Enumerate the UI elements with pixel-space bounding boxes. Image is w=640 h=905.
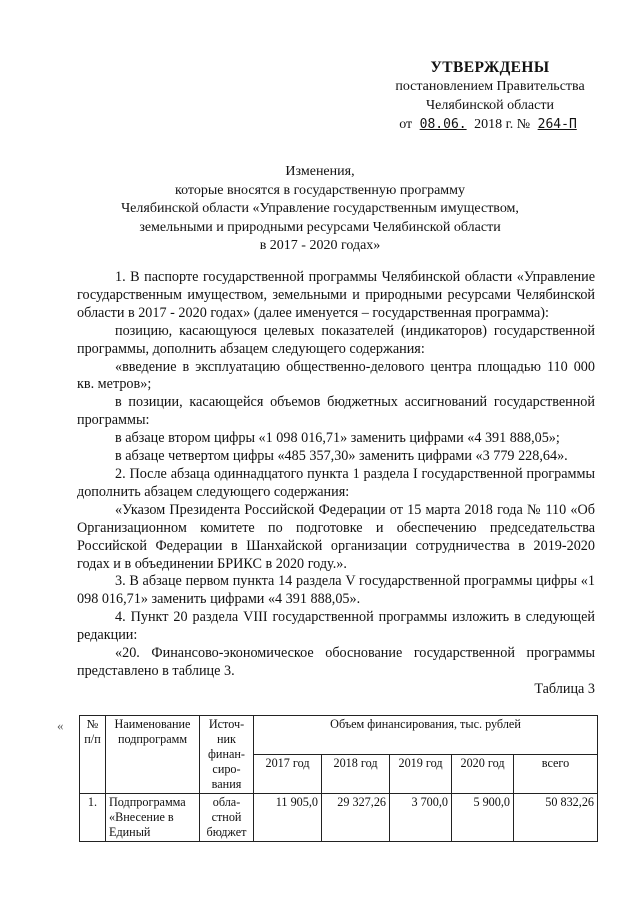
financing-table [79, 715, 598, 842]
row-value-total: 50 832,26 [514, 794, 598, 842]
paragraph-11: «20. Финансово-экономическое обоснование государственной программы представлено в таблице 3. [77, 645, 595, 679]
title-line-2: которые вносятся в государственную программу [174, 182, 466, 198]
row-name: Подпрограмма «Внесение в Единый [106, 794, 200, 842]
paragraph-3: «введение в эксплуатацию общественно-делового центра площадью 110 000 кв. метров»; [77, 358, 595, 393]
header-year-2020: 2020 год [452, 755, 514, 794]
title-line-1: Изменения, [285, 164, 355, 179]
approval-heading: УТВЕРЖДЕНЫ [430, 59, 550, 76]
approval-stamp [375, 58, 605, 134]
paragraph-7: 2. После абзаца одиннадцатого пункта 1 раздела I государственной программы дополнить абзацем следующего содержания: [77, 465, 595, 500]
approval-line-1: постановлением Правительства [395, 79, 585, 94]
approval-date: 08.06. [419, 117, 467, 132]
approval-line-2: Челябинской области [426, 98, 554, 113]
header-name: Наименование подпрограмм [106, 716, 200, 794]
title-line-5: в 2017 - 2020 годах» [259, 238, 381, 253]
document-body [77, 269, 595, 699]
header-volume: Объем финансирования, тыс. рублей [254, 716, 598, 755]
title-line-4: земельными и природными ресурсами Челябинской области [139, 219, 501, 235]
paragraph-8: «Указом Президента Российской Федерации от 15 марта 2018 года № 110 «Об Организационном комитете по подготовке и обеспечению председательства Российской Федерации в Шанхайской организации сотрудничества в 2019-2020 годах и в объединении БРИКС в 2020 году.». [77, 501, 595, 572]
approval-date-line [375, 115, 605, 134]
row-source: обла- стной бюджет [200, 794, 254, 842]
row-value-2018: 29 327,26 [322, 794, 390, 842]
header-year-2018: 2018 год [322, 755, 390, 794]
table-header-row-1 [80, 716, 598, 755]
row-num: 1. [80, 794, 106, 842]
row-value-2019: 3 700,0 [390, 794, 452, 842]
row-value-2017: 11 905,0 [254, 794, 322, 842]
paragraph-4: в позиции, касающейся объемов бюджетных ассигнований государственной программы: [77, 394, 595, 429]
document-title [95, 163, 545, 256]
table-row [80, 794, 598, 842]
paragraph-5: в абзаце втором цифры «1 098 016,71» заменить цифрами «4 391 888,05»; [115, 430, 560, 447]
title-line-3: Челябинской области «Управление государственным имуществом, [121, 201, 519, 216]
paragraph-6: в абзаце четвертом цифры «485 357,30» заменить цифрами «3 779 228,64». [115, 448, 568, 465]
table-caption: Таблица 3 [534, 680, 595, 697]
header-num: № п/п [80, 716, 106, 794]
approval-year: 2018 г. № [474, 117, 531, 132]
paragraph-9: 3. В абзаце первом пункта 14 раздела V государственной программы цифры «1 098 016,71» заменить цифрами «4 391 888,05». [77, 573, 595, 608]
row-value-2020: 5 900,0 [452, 794, 514, 842]
header-year-2017: 2017 год [254, 755, 322, 794]
quote-mark: « [57, 718, 64, 733]
header-year-2019: 2019 год [390, 755, 452, 794]
approval-number: 264-П [537, 117, 577, 132]
paragraph-2: позицию, касающуюся целевых показателей (индикаторов) государственной программы, дополнить абзацем следующего содержания: [77, 322, 595, 357]
paragraph-1: 1. В паспорте государственной программы Челябинской области «Управление государственным имуществом, земельными и природными ресурсами Челябинской области в 2017 - 2020 годах» (далее именуется – государственная программа): [77, 269, 595, 321]
approval-date-prefix: от [399, 117, 413, 132]
header-total: всего [514, 755, 598, 794]
header-source: Источ- ник финан- сиро- вания [200, 716, 254, 794]
paragraph-10: 4. Пункт 20 раздела VIII государственной программы изложить в следующей редакции: [77, 609, 595, 644]
